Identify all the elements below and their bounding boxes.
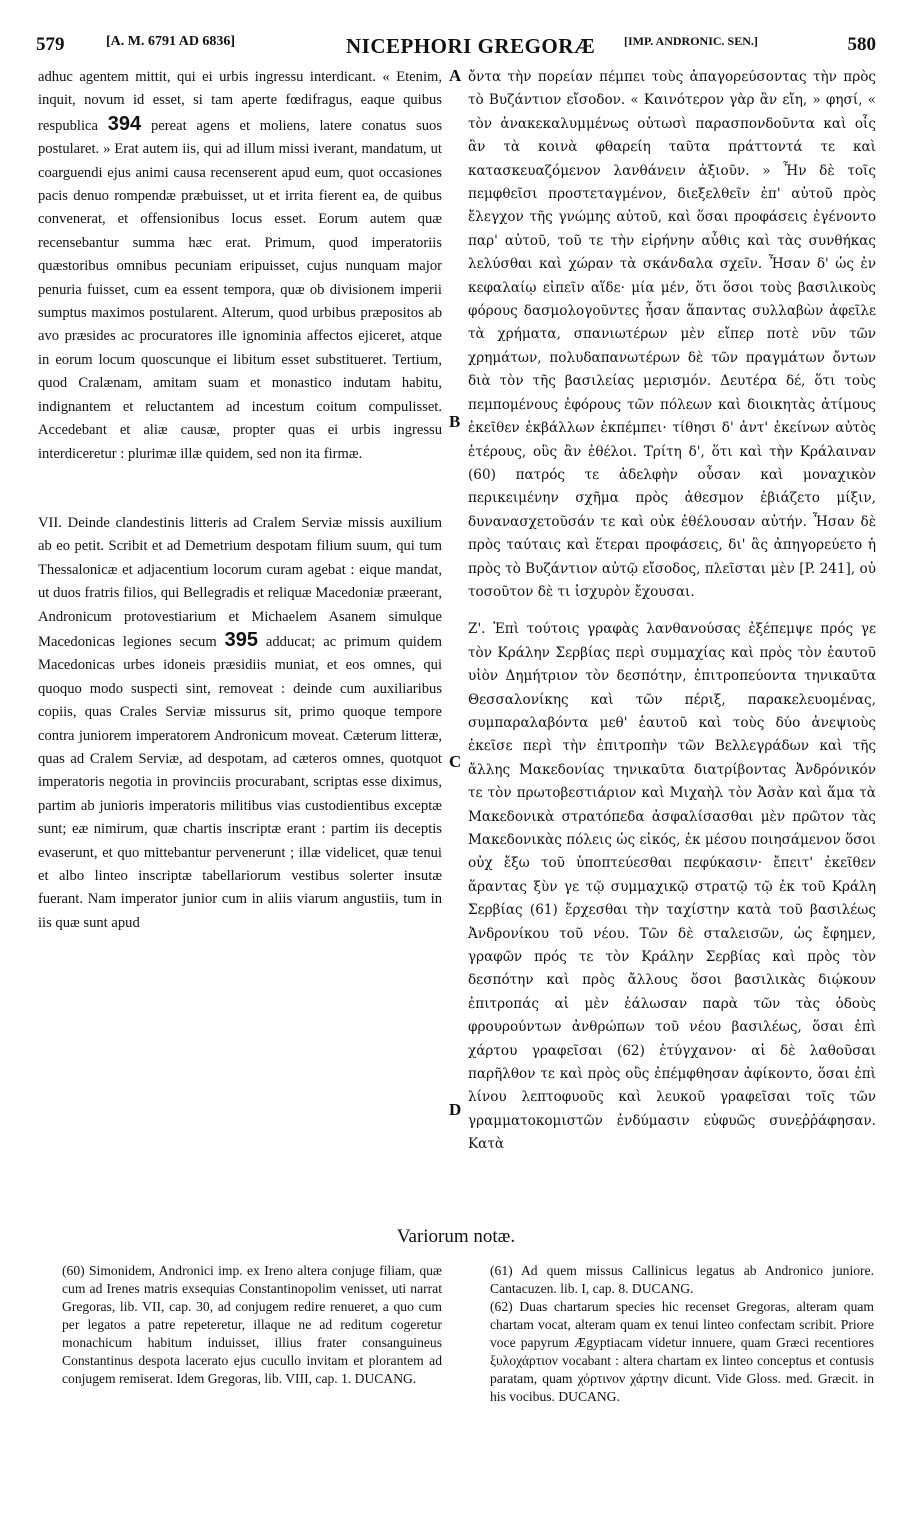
notes-right-column — [490, 1262, 874, 1406]
running-header — [36, 34, 876, 62]
section-number: 395 — [224, 628, 258, 651]
paragraph-spacer — [38, 466, 442, 512]
note-62: (62) Duas chartarum species hic recenset Gregoras, alteram quam chartam vocat, alteram quam ex tenui linteo confectam scribit. Priore voce papyrum Ægyptiacam videtur innuere, quam Græci recentiores ξυλοχάρτιον vocabant : altera chartam ex linteo conceptus et contusis paratam, quam χόρτινον χάρτην dicunt. Vide Gloss. med. Græcit. in his vocibus. DUCANG. — [490, 1299, 874, 1404]
latin-text: pereat agens et moliens, latere conatus suos postularet. » Erat autem iis, qui ad illum missi iverant, mandatum, ut coarguendi ejus animi causa recenserent apud eum, quot occasiones pacis denuo rompendæ præbuisset, ut et irrita fierent ea, de quibus convenerat, et offensionibus locus esset. Eorum autem quæ recensebantur summa hæc erat. Primum, quod imperatoriis quæstoribus omnibus pecuniam eripuisset, cujus nunquam major penuria fuisset, cum ea essent tempora, quæ ob divisionem imperii sumptus maximos postularent. Alterum, quod urbibus præpositos ab avo præsides ac procuratores ille ignominia affectos ejiceret, atque in eorum locum quoscunque ei libitum esset substitueret. Tertium, quod Cralænam, amitam suam et monastico indutam habitu, indignantem et reluctantem ad incestum coitum compulisset. Accedebant et aliæ causæ, propter quas ei urbis ingressu interdiceretur : plurimæ illæ quidem, sed non ita firmæ. — [38, 117, 442, 462]
latin-column — [38, 66, 442, 935]
margin-marker-a: A — [449, 66, 462, 85]
note-60: (60) Simonidem, Andronici imp. ex Ireno altera conjuge filiam, quæ cum ad Irenes matris exsequias Constantinopolim venisset, uti narrat Gregoras, lib. VII, cap. 30, ad conjugem redire renueret, a quo cum per legatos a patre repeteretur, illaque ne ad reditum cogeretur monachicum habitum induisset, illius frater consanguineus Constantinus despota lacerato ejus cucullo invitam et plorantem ad conjugem remiserat. Idem Gregoras, lib. VIII, cap. 1. DUCANG. — [62, 1263, 442, 1386]
greek-paragraph-2: Ζ'. Ἐπὶ τούτοις γραφὰς λανθανούσας ἐξέπεμψε πρός γε τὸν Κράλην Σερβίας περὶ συμμαχίας καὶ πρὸς τὸν ἑαυτοῦ υἱὸν Δημήτριον τὸν δεσπότην, ἐπιτροπεύοντα τηνικαῦτα Θεσσαλονίκης καὶ τῶν πέριξ, παρακελευομένας, συμπαραλαβόντα μεθ' ἑαυτοῦ καὶ τοὺς δύο ἀνεψιοὺς ἐκεῖσε περὶ τὴν ἐπιτροπὴν τῶν Βελλεγράδων καὶ τῆς ἄλλης Μακεδονίας τηνικαῦτα διατρίβοντας Ἀνδρόνικόν τε τὸν πρωτοβεστιάριον καὶ Μιχαὴλ τὸν Ἀσὰν καὶ ἅμα τὰ Μακεδονικὰ στρατόπεδα ἀσφαλίσασθαι μὲν πρῶτον τὰς Μακεδονικὰς πόλεις ὡς εἰκός, ἐκ μέσου ποιησάμενον ὅσοι οὐχ ἔξω τοῦ ὑποπτεύεσθαι πεφύκασιν· ἔπειτ' ἐκεῖθεν ἅραντας ξὺν γε τῷ συμμαχικῷ στρατῷ τῷ ἐκ τοῦ Κράλη Σερβίας (61) ἔρχεσθαι τὴν ταχίστην κατὰ τοῦ βασιλέως Ἀνδρονίκου τοῦ νέου. Τῶν δὲ σταλεισῶν, ὡς ἔφημεν, γραφῶν πρός τε τὸν Κράλην Σερβίας καὶ πρὸς τὸν δεσπότην καὶ πρὸς ἄλλους ὅσοι βασιλικὰς διῴκουν ἐπιτροπάς αἱ μὲν ἑάλωσαν παρὰ τῶν τὰς ὁδοὺς φρουρούντων ἀνθρώπων τοῦ νέου βασιλέως, ὅσαι ἐπὶ χάρτου γραφεῖσαι (62) ἐτύγχανον· αἱ δὲ λαθοῦσαι παρῆλθον τε καὶ πρὸς οὓς ἐπέμφθησαν ἀφίκοντο, ὅσαι ἐπὶ λίνου λεπτοφυοῦς καὶ λευκοῦ γραφεῖσαι τοῖς τῶν γραμματοκομιστῶν ἐνδύμασιν εὐφυῶς συνεῤῥάφησαν. Κατὰ — [468, 621, 876, 1153]
left-page-number: 579 — [36, 34, 65, 55]
latin-text: VII. Deinde clandestinis litteris ad Cralem Serviæ missis auxilium ab eo petit. Scribit et ad Demetrium despotam filium suum, qui tum Thessalonicæ et adjacentium locorum curam agebat : eique mandat, ut duos fratris filios, qui Bellegradis et reliquæ Macedoniæ præerant, Andronicum protovestiarium et Michaelem Asanem simulque Macedonicas legiones secum — [38, 514, 442, 650]
latin-paragraph-2 — [38, 512, 442, 935]
running-title: NICEPHORI GREGORÆ — [346, 34, 596, 58]
section-number: 394 — [107, 112, 142, 135]
greek-column — [468, 66, 876, 1157]
paragraph-spacer — [468, 604, 876, 618]
note-61: (61) Ad quem missus Callinicus legatus ab Andronico juniore. Cantacuzen. lib. I, cap. 8. DUCANG. — [490, 1263, 874, 1296]
latin-paragraph-1 — [38, 66, 442, 466]
left-date-reference: [A. M. 6791 AD 6836] — [106, 34, 236, 49]
latin-text: adhuc agentem mittit, qui ei urbis ingressu interdicant. « Etenim, inquit, novum id esset, si tam aperte fœdifragus, eaque quibus respublica — [38, 69, 442, 134]
right-section-reference: [IMP. ANDRONIC. SEN.] — [624, 34, 758, 48]
latin-text: adducat; ac primum quidem Macedonicas urbes idoneis præsidiis muniat, et eos omnes, qui quoquo modo suspecti sint, removeat : deinde cum auxiliaribus copiis, quas Crales Serviæ missurus sit, primo quoque tempore contra juniorem imperatorem Andronicum moveat. Cæterum litteræ, quas ad Cralem Serviæ, ad despotam, ad cæteros omnes, quotquot imperatoris negotia in provinciis procurabant, scriptas esse diximus, partim ab junioris imperatoris militibus vias custodientibus exceptæ sunt; eæ nimirum, quæ chartis inscriptæ erant : partim iis deceptis evaserunt, et quo mittebantur pervenerunt ; illæ videlicet, quæ tenui et albo linteo inscriptæ tabellariorum vestibus solerter insutæ fuerant. Nam imperator junior cum in aliis viarum angustiis, tum in iis quæ sunt apud — [38, 633, 442, 931]
greek-paragraph-1: ὄντα τὴν πορείαν πέμπει τοὺς ἀπαγορεύσοντας τὴν πρὸς τὸ Βυζάντιον εἴσοδον. « Καινότερον γὰρ ἂν εἴη, » φησί, « τὸν ἀνακεκαλυμμένως οὑτωσὶ παρασπονδοῦντα καὶ οἷς ἂν τὰ κοινὰ φθαρείη ταῦτα πράττοντά τε καὶ κατασκευαζόμενον λανθάνειν ἀξιοῦν. » Ἦν δὲ τοῖς πεμφθεῖσι προστεταγμένον, διεξελθεῖν ἐπ' αὐτοῦ πρὸς ἔλεγχον τῆς γνώμης αὐτοῦ, καὶ ὅσαι προφάσεις ἐγένοντο παρ' αὐτοῦ, τοῦ τε τὴν εἰρήνην αὖθις καὶ τὰς συνθήκας λελύσθαι καὶ χώραν τὰ σκάνδαλα σχεῖν. Ἦσαν δ' ὡς ἐν κεφαλαίῳ εἰπεῖν αἵδε· μία μέν, ὅτι ὅσοι τοὺς βασιλικοὺς φόρους δασμολογοῦντες ἦσαν ἅπαντας συλλαβὼν ἀφεῖλε τὰ χρήματα, σπανιωτέρων μὲν εἴπερ ποτὲ νῦν τῶν χρημάτων, πολυδαπανωτέρων δὲ τῶν πραγμάτων ὄντων διὰ τὸν τῆς βασιλείας μερισμόν. Δευτέρα δέ, ὅτι τοὺς πεμπομένους ἐφόρους τῶν πόλεων καὶ διοικητὰς ἀτίμους ἐκεῖθεν ἐκβάλλων ἐκπέμπει· τίθησι δ' ἀντ' ἐκείνων αὐτὸς ἑτέρους, οὓς ἂν ἐθέλοι. Τρίτη δ', ὅτι καὶ τὴν Κράλαιναν (60) πατρός τε ἀδελφὴν οὖσαν καὶ μοναχικὸν περικειμένην σχῆμα πρὸς ἀθεσμον ἐβιάζετο μίξιν, δυνανασχετοῦσάν τε καὶ οὐκ ἐθέλουσαν αὐτήν. Ἦσαν δὲ πρὸς ταύταις καὶ ἕτεραι προφάσεις, δι' ἃς ἀπηγορεύετο ἡ πρὸς τὸ Βυζάντιον αὐτῷ εἴσοδος, πλεῖσται μὲν [P. 241], οὐ τοσοῦτον δὲ τι ἰσχυρὸν ἔχουσαι. — [468, 69, 876, 600]
right-page-number: 580 — [847, 34, 876, 55]
notes-left-column — [62, 1262, 442, 1388]
margin-marker-d: D — [449, 1100, 462, 1119]
notes-heading: Variorum notæ. — [396, 1226, 516, 1247]
margin-marker-c: C — [449, 752, 462, 771]
margin-marker-b: B — [449, 412, 461, 431]
